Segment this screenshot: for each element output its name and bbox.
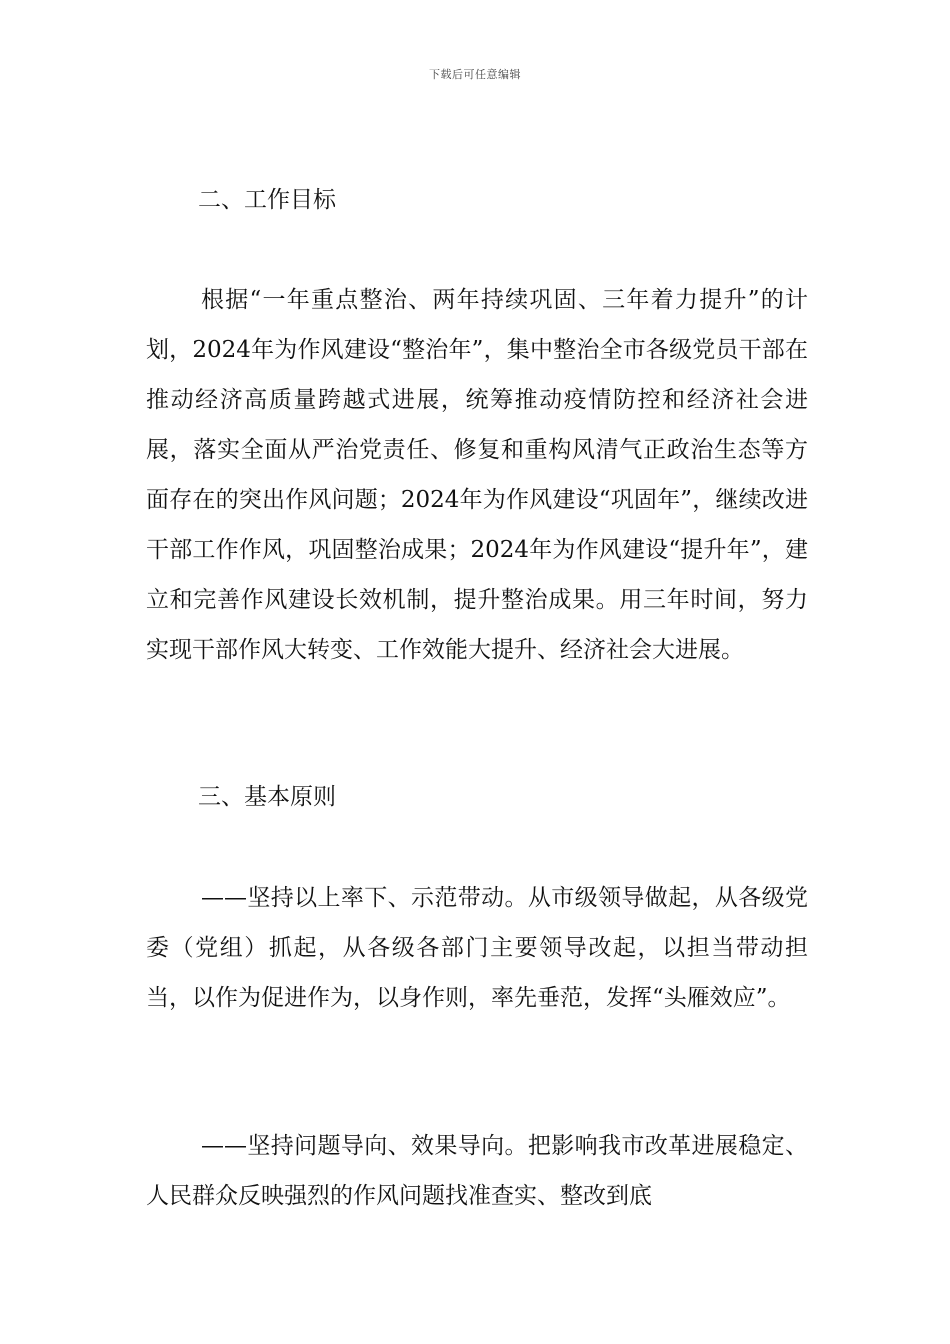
section-heading-basic-principles: 三、基本原则 [198,784,336,810]
paragraph-work-goals: 根据“一年重点整治、两年持续巩固、三年着力提升”的计划，2024年为作风建设“整治年”，集中整治全市各级党员干部在推动经济高质量跨越式进展，统筹推动疫情防控和经济社会进展，落实全面从严治党责任、修复和重构风清气正政治生态等方面存在的突出作风问题；2024年为作风建设“巩固年”，继续改进干部工作作风，巩固整治成果；2024年为作风建设“提升年”，建立和完善作风建设长效机制，提升整治成果。用三年时间，努力实现干部作风大转变、工作效能大提升、经济社会大进展。 [146,287,808,663]
section-heading-work-goals: 二、工作目标 [198,187,336,213]
paragraph-principle-lead-by-example: ——坚持以上率下、示范带动。从市级领导做起，从各级党委（党组）抓起，从各级各部门主要领导改起，以担当带动担当，以作为促进作为，以身作则，率先垂范，发挥“头雁效应”。 [146,885,808,1011]
page-header: 下载后可任意编辑 [429,68,521,81]
paragraph-principle-problem-oriented: ——坚持问题导向、效果导向。把影响我市改革进展稳定、人民群众反映强烈的作风问题找准查实、整改到底 [146,1133,808,1209]
